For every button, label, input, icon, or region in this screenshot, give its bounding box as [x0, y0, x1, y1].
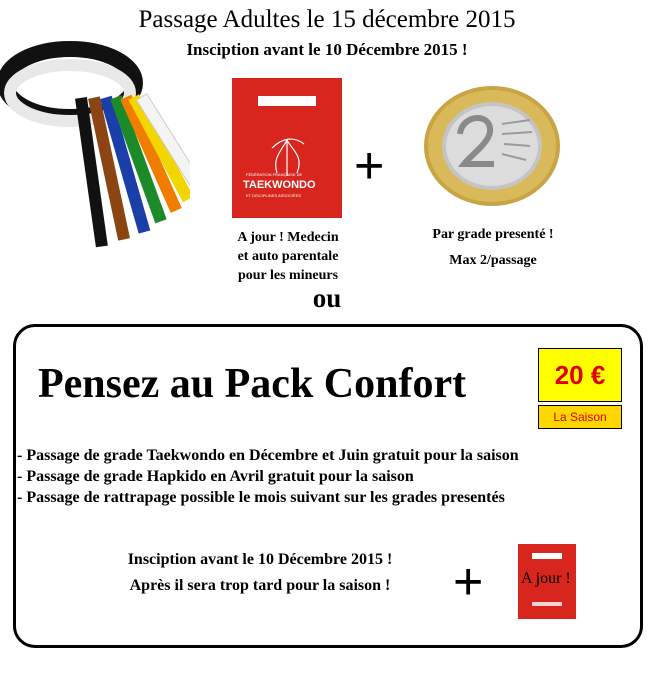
page-title: Passage Adultes le 15 décembre 2015	[138, 6, 516, 33]
booklet-caption-line3: pour les mineurs	[237, 268, 339, 283]
booklet-small-bottom: ET DISCIPLINES ASSOCIÉES	[246, 193, 302, 198]
list-item: - Passage de grade Taekwondo en Décembre et Juin gratuit pour la saison	[17, 447, 519, 464]
belts-illustration	[5, 49, 190, 247]
plus-sign-2: +	[453, 553, 484, 611]
cta-line1: Insciption avant le 10 Décembre 2015 !	[127, 551, 393, 568]
coin-caption-line2: Max 2/passage	[449, 253, 537, 268]
booklet-stamp-text: A jour !	[521, 570, 571, 587]
list-item: - Passage de grade Hapkido en Avril gratuit pour la saison	[17, 468, 414, 485]
cta-line2: Après il sera trop tard pour la saison !	[129, 577, 391, 594]
separator-ou: ou	[312, 283, 342, 313]
booklet-caption-line2: et auto parentale	[237, 249, 339, 264]
price-note: La Saison	[538, 405, 622, 429]
booklet-small-top: FÉDÉRATION FRANÇAISE DE	[246, 172, 303, 177]
plus-sign-1: +	[354, 137, 385, 195]
booklet-brand: TAEKWONDO	[243, 179, 316, 191]
page-subtitle: Insciption avant le 10 Décembre 2015 !	[186, 40, 468, 59]
coin-caption	[408, 222, 578, 274]
list-item: - Passage de rattrapage possible le mois suivant sur les grades presentés	[17, 489, 505, 506]
booklet-caption	[218, 228, 358, 285]
two-euro-coin-image	[422, 84, 562, 209]
price-badge: 20 €	[538, 348, 622, 402]
booklet-caption-line1: A jour ! Medecin	[237, 230, 339, 245]
coin-caption-line1: Par grade presenté !	[432, 227, 554, 242]
pack-benefits-list	[17, 445, 519, 508]
pack-title: Pensez au Pack Confort	[38, 361, 467, 407]
pack-deadline-text	[70, 547, 450, 599]
belts-image	[0, 38, 190, 263]
